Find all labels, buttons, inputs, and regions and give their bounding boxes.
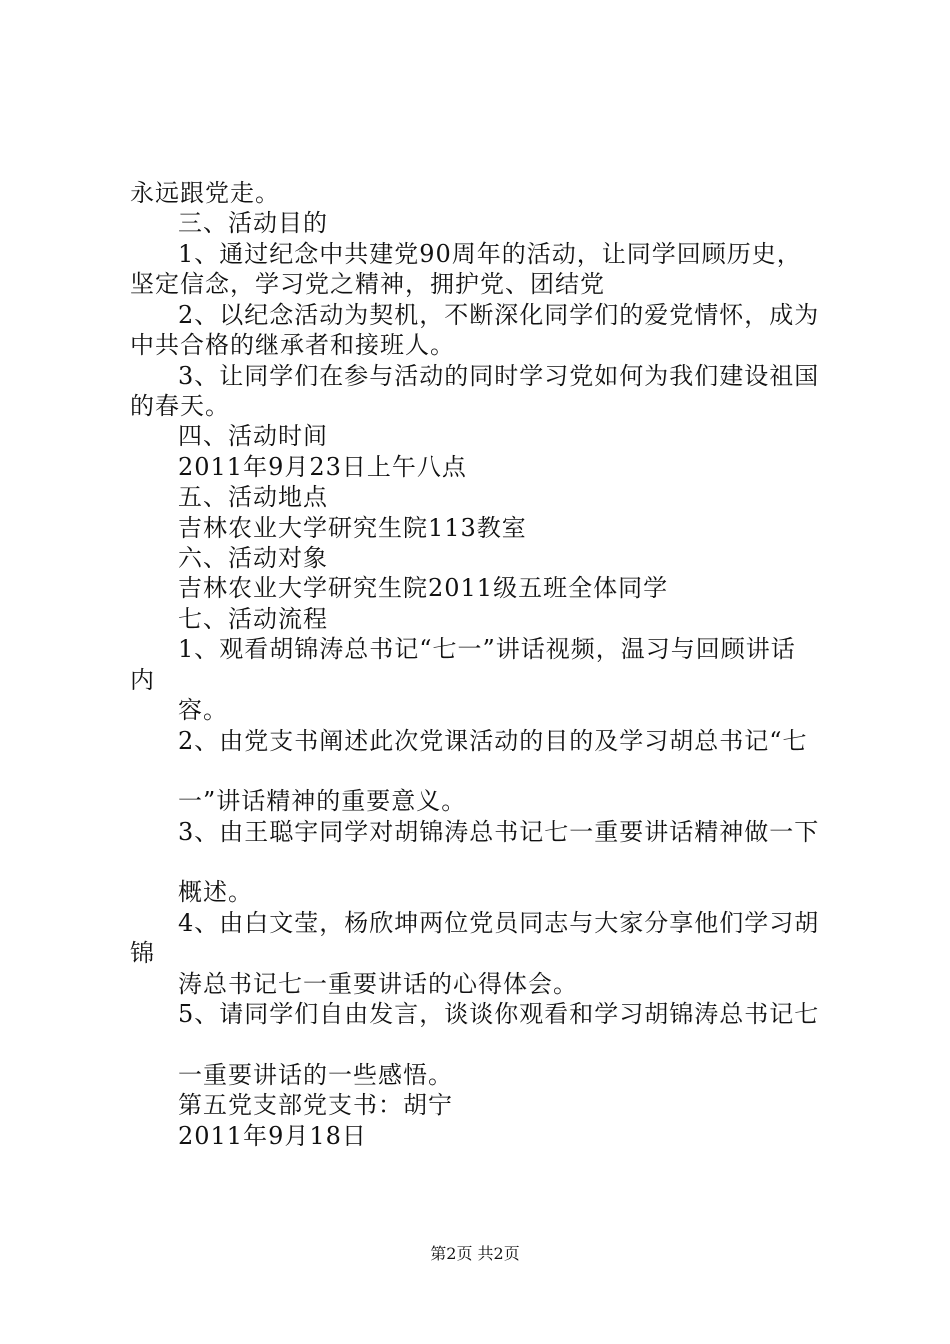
text-line: 1、通过纪念中共建党90周年的活动，让同学回顾历史，: [178, 240, 802, 268]
text-line: 2、由党支书阐述此次党课活动的目的及学习胡总书记“七: [178, 727, 808, 755]
date-line: 2011年9月18日: [178, 1122, 367, 1150]
section-heading: 五、活动地点: [178, 483, 328, 511]
text-line: 2011年9月23日上午八点: [178, 453, 467, 481]
section-heading: 四、活动时间: [178, 422, 328, 450]
text-line: 1、观看胡锦涛总书记“七一”讲话视频，温习与回顾讲话: [178, 635, 796, 663]
text-line: 内: [130, 666, 155, 694]
text-line: 容。: [178, 696, 228, 724]
section-heading: 六、活动对象: [178, 544, 328, 572]
text-line: 概述。: [178, 878, 253, 906]
text-line: 2、以纪念活动为契机，不断深化同学们的爱党情怀，成为: [178, 301, 820, 329]
text-line: 坚定信念，学习党之精神，拥护党、团结党: [130, 270, 605, 298]
text-line: 5、请同学们自由发言，谈谈你观看和学习胡锦涛总书记七: [178, 1000, 820, 1028]
text-line: 一”讲话精神的重要意义。: [178, 787, 467, 815]
text-line: 吉林农业大学研究生院2011级五班全体同学: [178, 574, 669, 602]
text-line: 4、由白文莹，杨欣坤两位党员同志与大家分享他们学习胡: [178, 909, 820, 937]
text-line: 一重要讲话的一些感悟。: [178, 1061, 453, 1089]
text-line: 中共合格的继承者和接班人。: [130, 331, 455, 359]
text-line: 3、让同学们在参与活动的同时学习党如何为我们建设祖国: [178, 362, 820, 390]
page-footer: 第2页 共2页: [430, 1244, 520, 1263]
text-line: 吉林农业大学研究生院113教室: [178, 514, 527, 542]
text-line: 3、由王聪宇同学对胡锦涛总书记七一重要讲话精神做一下: [178, 818, 820, 846]
text-line: 涛总书记七一重要讲话的心得体会。: [178, 970, 578, 998]
text-line: 永远跟党走。: [130, 179, 280, 207]
text-line: 锦: [130, 939, 155, 967]
signature-line: 第五党支部党支书：胡宁: [178, 1091, 453, 1119]
text-line: 的春天。: [130, 392, 230, 420]
section-heading: 三、活动目的: [178, 209, 328, 237]
section-heading: 七、活动流程: [178, 605, 328, 633]
